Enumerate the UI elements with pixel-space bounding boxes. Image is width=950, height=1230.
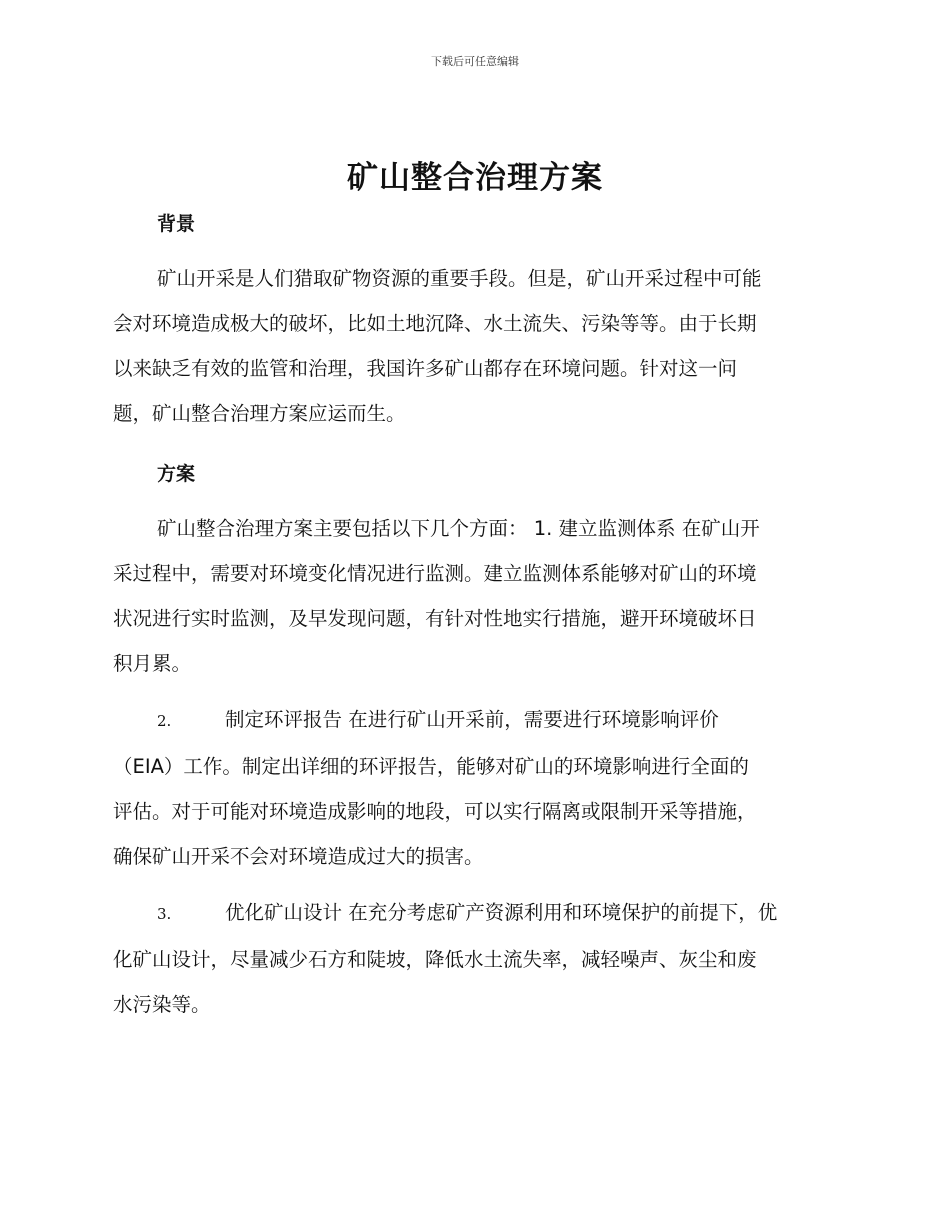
- paragraph-line: 矿山整合治理方案主要包括以下几个方面： 1. 建立监测体系 在矿山开: [157, 517, 760, 540]
- document-title: 矿山整合治理方案: [347, 160, 603, 196]
- item-first-line: [113, 890, 843, 937]
- paragraph-line: 化矿山设计，尽量减少石方和陡坡，降低水土流失率，减轻噪声、灰尘和废: [113, 948, 757, 971]
- item-number: 2.: [157, 712, 172, 730]
- paragraph-line: （EIA）工作。制定出详细的环评报告，能够对矿山的环境影响进行全面的: [113, 755, 749, 778]
- paragraph-line: 水污染等。: [113, 993, 211, 1016]
- background-paragraph: [113, 256, 843, 436]
- plan-intro-paragraph: [113, 506, 843, 686]
- paragraph-line: 会对环境造成极大的破坏，比如土地沉降、水土流失、污染等等。由于长期: [113, 312, 757, 335]
- paragraph-line: 矿山开采是人们猎取矿物资源的重要手段。但是，矿山开采过程中可能: [157, 267, 762, 290]
- item-text: 制定环评报告 在进行矿山开采前，需要进行环境影响评价: [225, 708, 719, 731]
- item-number: 3.: [157, 905, 172, 923]
- paragraph-line: 题，矿山整合治理方案应运而生。: [113, 402, 406, 425]
- paragraph-line: 评估。对于可能对环境造成影响的地段，可以实行隔离或限制开采等措施，: [113, 800, 757, 823]
- paragraph-line: 采过程中，需要对环境变化情况进行监测。建立监测体系能够对矿山的环境: [113, 562, 757, 585]
- paragraph-line: 以来缺乏有效的监管和治理，我国许多矿山都存在环境问题。针对这一问: [113, 357, 738, 380]
- plan-item-2: [113, 697, 843, 879]
- section-heading-plan: 方案: [157, 463, 196, 485]
- paragraph-line: 积月累。: [113, 652, 192, 675]
- section-heading-background: 背景: [157, 213, 196, 235]
- item-text: 优化矿山设计 在充分考虑矿产资源利用和环境保护的前提下，优: [225, 901, 778, 924]
- paragraph-line: 状况进行实时监测，及早发现问题，有针对性地实行措施，避开环境破坏日: [113, 607, 757, 630]
- item-first-line: [113, 697, 843, 744]
- header-note: 下载后可任意编辑: [431, 55, 519, 68]
- paragraph-line: 确保矿山开采不会对环境造成过大的损害。: [113, 845, 484, 868]
- plan-item-3: [113, 890, 843, 1027]
